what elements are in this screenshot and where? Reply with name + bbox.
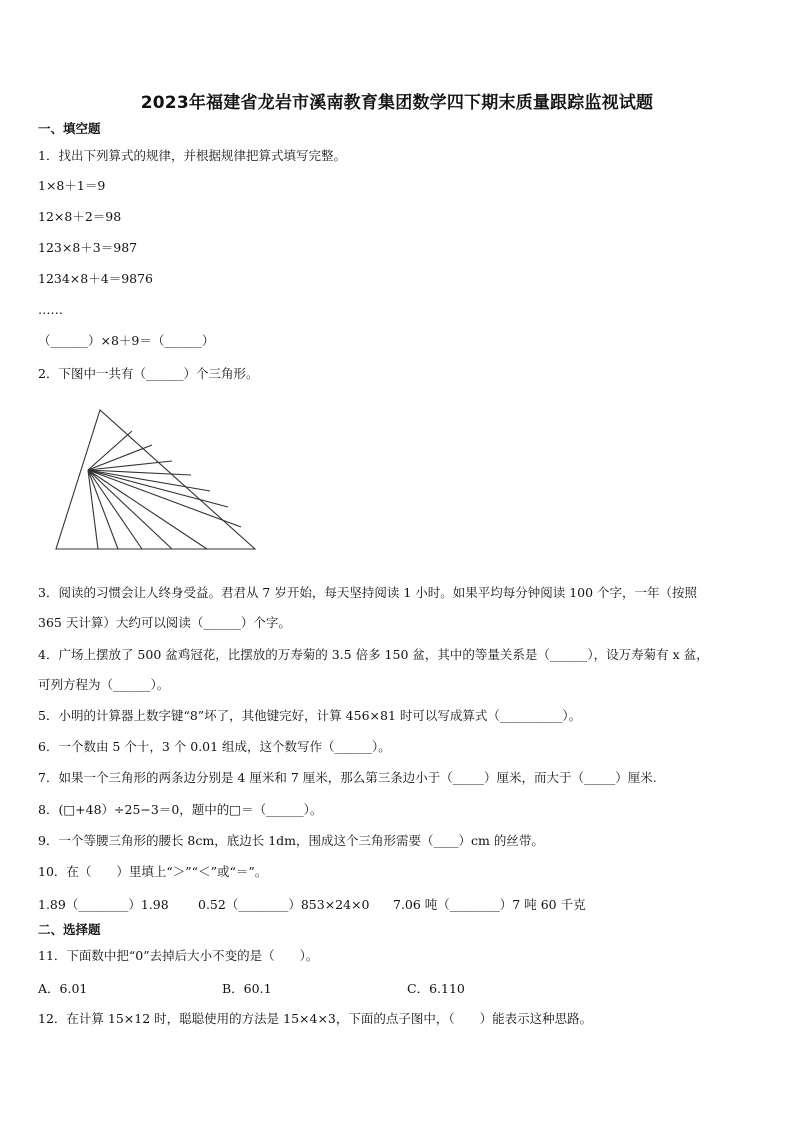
page-title: 2023年福建省龙岩市溪南教育集团数学四下期末质量跟踪监视试题	[140, 93, 654, 113]
q11-option-c: C．6.110	[407, 981, 465, 996]
q6: 6．一个数由 5 个十，3 个 0.01 组成，这个数写作（______）。	[38, 739, 391, 754]
q10-item-1: 1.89（________）1.98	[38, 897, 169, 912]
q4-line-1: 4．广场上摆放了 500 盆鸡冠花，比摆放的万寿菊的 3.5 倍多 150 盆，其中的等量关系是（______），设万寿菊有 x 盆，	[38, 647, 709, 662]
q1-line-3: 123×8＋3＝987	[38, 240, 138, 255]
triangle-ray	[88, 470, 241, 527]
q11-option-b: B．60.1	[222, 981, 272, 996]
q1-line-2: 12×8＋2＝98	[38, 209, 122, 224]
triangle-ray	[88, 431, 132, 470]
section-fill-in: 一、填空题	[38, 121, 101, 136]
q10-stem: 10．在（ ）里填上“＞”“＜”或“＝”。	[38, 864, 268, 879]
q10-item-3: 7.06 吨（________）7 吨 60 千克	[393, 897, 586, 912]
q9: 9．一个等腰三角形的腰长 8cm，底边长 1dm，围成这个三角形需要（____）cm 的丝带。	[38, 833, 544, 848]
q3-line-2: 365 天计算）大约可以阅读（______）个字。	[38, 615, 291, 630]
q1-line-1: 1×8＋1＝9	[38, 178, 106, 193]
q1-line-4: 1234×8＋4＝9876	[38, 271, 154, 286]
q11-option-a: A．6.01	[38, 981, 88, 996]
section-choice: 二、选择题	[38, 922, 101, 937]
q1-stem: 1．找出下列算式的规律，并根据规律把算式填写完整。	[38, 148, 346, 163]
triangle-ray	[88, 470, 207, 549]
q4-line-2: 可列方程为（______）。	[38, 677, 170, 692]
q10-item-2: 0.52（________）853×24×0	[198, 897, 370, 912]
q11-stem: 11．下面数中把“0”去掉后大小不变的是（ ）。	[38, 948, 319, 963]
outer-triangle	[56, 410, 255, 549]
q12-stem: 12．在计算 15×12 时，聪聪使用的方法是 15×4×3，下面的点子图中，（ ）能表示这种思路。	[38, 1011, 593, 1026]
q1-answer-line: （______）×8＋9＝（______）	[38, 333, 215, 348]
q2-stem: 2．下图中一共有（______）个三角形。	[38, 366, 259, 381]
q7: 7．如果一个三角形的两条边分别是 4 厘米和 7 厘米，那么第三条边小于（_____）厘米，而大于（_____）厘米.	[38, 770, 657, 785]
triangle-figure	[50, 405, 265, 555]
q1-line-5: ……	[38, 302, 63, 317]
q5: 5．小明的计算器上数字键“8”坏了，其他键完好，计算 456×81 时可以写成算式（__________）。	[38, 708, 582, 723]
q3-line-1: 3．阅读的习惯会让人终身受益。君君从 7 岁开始，每天坚持阅读 1 小时。如果平均每分钟阅读 100 个字，一年（按照	[38, 585, 698, 600]
q8: 8．(□+48）÷25−3＝0，题中的□＝（______）。	[38, 802, 323, 817]
